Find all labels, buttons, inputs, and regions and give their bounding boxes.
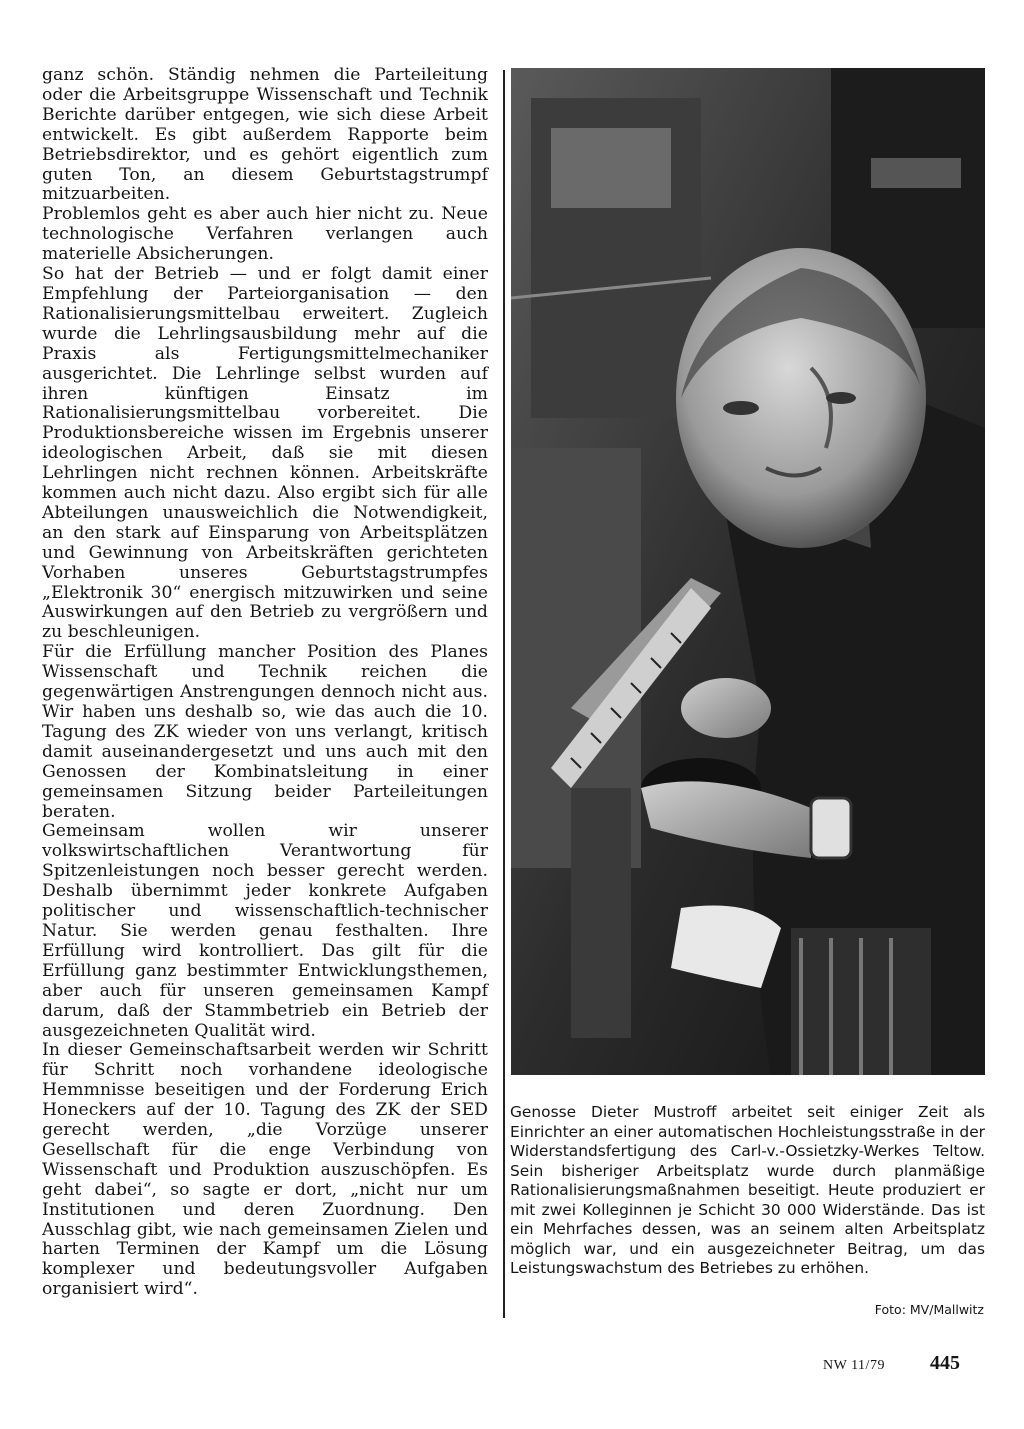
article-paragraph-3: So hat der Betrieb — und er folgt damit einer Empfehlung der Parteiorganisation — den Rationalisierungsmittelbau erweitert. Zugleich wurde die Lehrlingsausbildung mehr auf die Praxis als Fertigungsmittelmechaniker ausgerichtet. Die Lehrlinge selbst wurden auf ihren künftigen Einsatz im Rationalisierungsmittelbau vorbereitet. Die Produktionsbereiche wissen im Ergebnis unserer ideologischen Arbeit, daß sie mit diesen Lehrlingen nicht rechnen können. Arbeitskräfte kommen auch nicht dazu. Also ergibt sich für alle Abteilungen unausweichlich die Notwendigkeit, an den stark auf Einsparung von Arbeitsplätzen und Gewinnung von Arbeitskräften gerichteten Vorhaben unseres Geburtstagstrumpfes „Elektronik 30“ energisch mitzuwirken und seine Auswirkungen auf den Betrieb zu vergrößern und zu beschleunigen. xyxy=(42,264,488,643)
photo-credit: Foto: MV/Mallwitz xyxy=(874,1302,984,1317)
page-number: 445 xyxy=(930,1352,960,1374)
article-paragraph-1: ganz schön. Ständig nehmen die Parteileitung oder die Arbeitsgruppe Wissenschaft und Technik Berichte darüber entgegen, wie sich diese Arbeit entwickelt. Es gibt außerdem Rapporte beim Betriebsdirektor, und es gehört eigentlich zum guten Ton, an diesem Geburtstagstrumpf mitzuarbeiten. xyxy=(42,65,488,205)
article-paragraph-2: Problemlos geht es aber auch hier nicht zu. Neue technologische Verfahren verlangen auch materielle Absicherungen. xyxy=(42,204,488,265)
article-paragraph-6: In dieser Gemeinschaftsarbeit werden wir Schritt für Schritt noch vorhandene ideologische Hemmnisse beseitigen und der Forderung Erich Honeckers auf der 10. Tagung des ZK der SED gerecht werden, „die Vorzüge unserer Gesellschaft für die enge Verbindung von Wissenschaft und Produktion auszuschöpfen. Es geht dabei“, so sagte er dort, „nicht nur um Institutionen und deren Zuordnung. Den Ausschlag gibt, wie nach gemeinsamen Zielen und harten Terminen der Kampf um die Lösung komplexer und bedeutungsvoller Aufgaben organisiert wird“. xyxy=(42,1040,488,1300)
article-paragraph-5: Gemeinsam wollen wir unserer volkswirtschaftlichen Verantwortung für Spitzenleistungen noch besser gerecht werden. Deshalb übernimmt jeder konkrete Aufgaben politischer und wissenschaftlich-technischer Natur. Sie werden genau festhalten. Ihre Erfüllung wird kontrolliert. Das gilt für die Erfüllung ganz bestimmter Entwicklungsthemen, aber auch für unseren gemeinsamen Kampf darum, daß der Stammbetrieb ein Betrieb der ausgezeichneten Qualität wird. xyxy=(42,821,488,1041)
article-paragraph-4: Für die Erfüllung mancher Position des Planes Wissenschaft und Technik reichen die gegenwärtigen Anstrengungen dennoch nicht aus. Wir haben uns deshalb so, wie das auch die 10. Tagung des ZK wieder von uns verlangt, kritisch damit auseinandergesetzt und uns auch mit den Genossen der Kombinatsleitung in einer gemeinsamen Sitzung beider Parteileitungen beraten. xyxy=(42,642,488,822)
article-column xyxy=(42,66,488,1300)
photo-caption: Genosse Dieter Mustroff arbeitet seit einiger Zeit als Einrichter an einer automatischen Hochleistungsstraße in der Widerstandsfertigung des Carl-v.-Ossietzky-Werkes Teltow. Sein bisheriger Arbeitsplatz wurde durch planmäßige Rationalisierungsmaßnahmen beseitigt. Heute produziert er mit zwei Kolleginnen je Schicht 30 000 Widerstände. Das ist ein Mehrfaches dessen, was an seinem alten Arbeitsplatz möglich war, und ein ausgezeichneter Beitrag, um das Leistungswachstum des Betriebes zu erhöhen. xyxy=(510,1103,985,1277)
issue-label: NW 11/79 xyxy=(823,1358,885,1373)
column-divider xyxy=(503,70,505,1318)
worker-photo xyxy=(511,68,985,1075)
